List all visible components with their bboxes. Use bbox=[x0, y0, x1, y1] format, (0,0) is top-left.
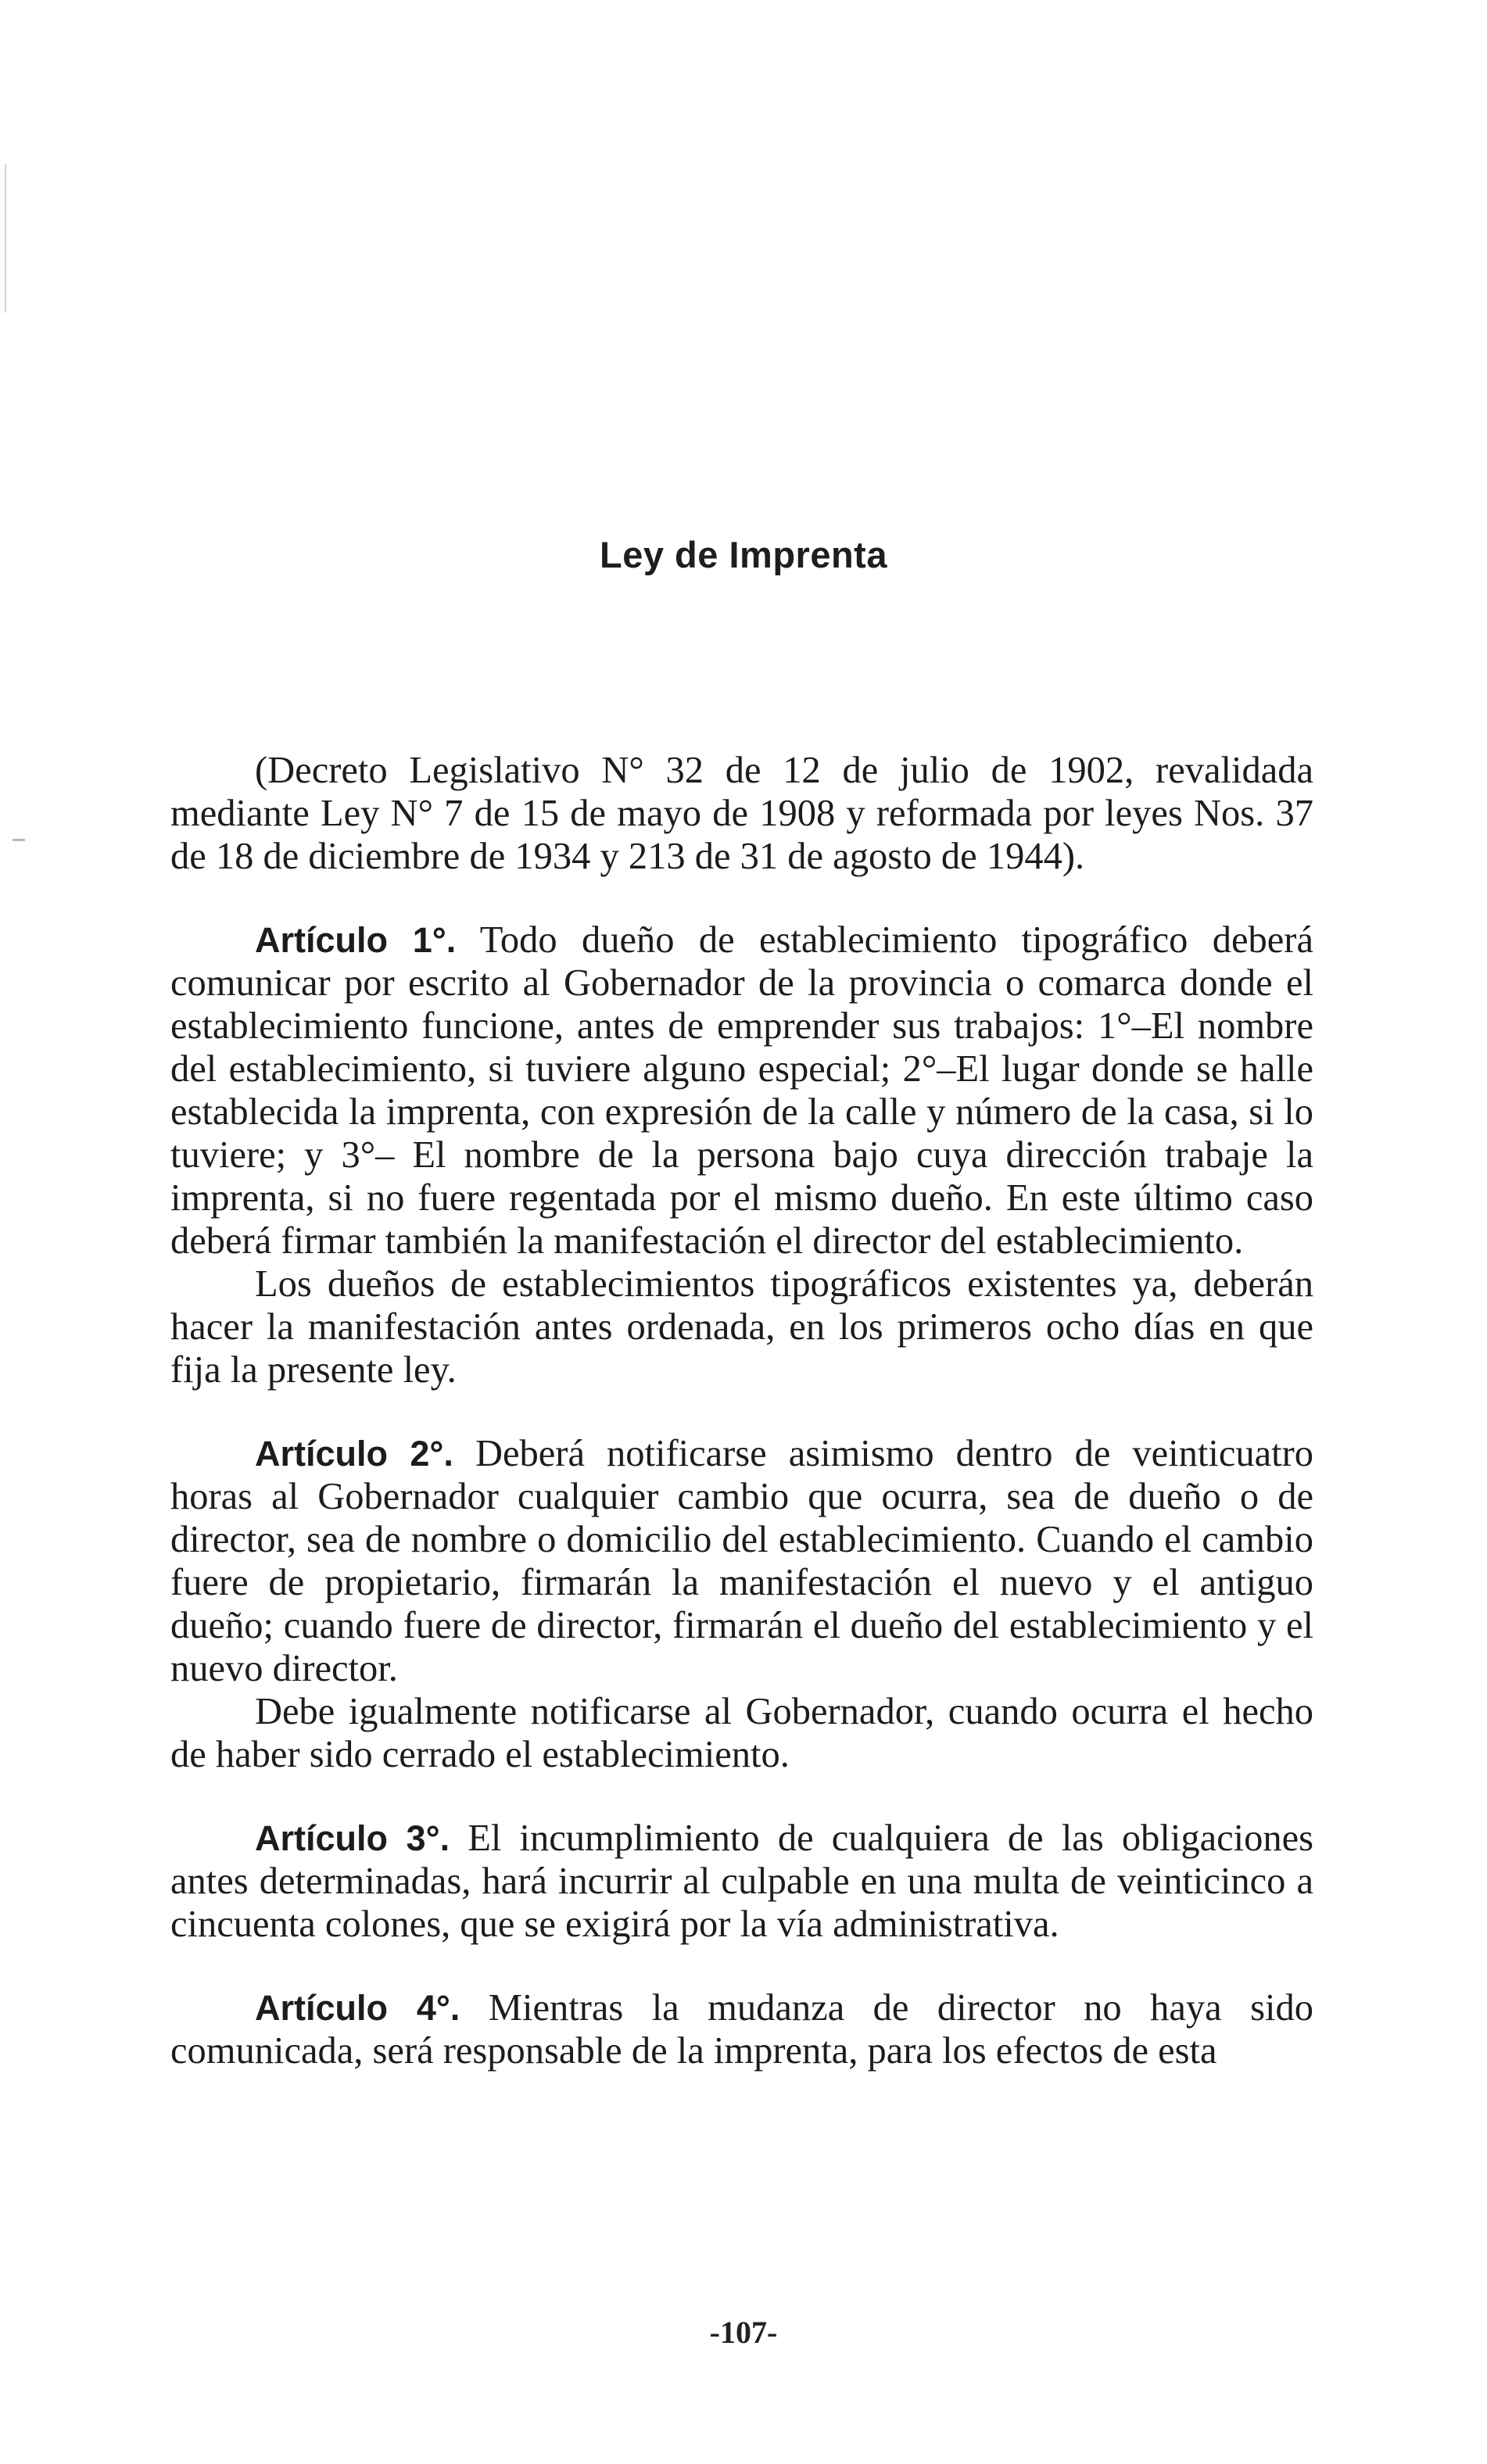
page-number: -107- bbox=[709, 2315, 778, 2350]
article-1-text-1: Todo dueño de establecimiento tipográfico deberá comunicar por escrito al Gobernador de la provincia o comarca donde el establecimiento funcione, antes de emprender sus trabajos: 1°–El nombre del establecimiento, si tuviere alguno especial; 2°–El lugar donde se halle establecida la imprenta, con expresión de la calle y número de la casa, si lo tuviere; y 3°– El nombre de la persona bajo cuya dirección trabaje la imprenta, si no fuere regentada por el mismo dueño. En este último caso deberá firmar también la manifestación el director del establecimiento. bbox=[170, 919, 1313, 1262]
scan-edge-mark bbox=[5, 164, 6, 313]
article-3-text-1: El incumplimiento de cualquiera de las obligaciones antes determinadas, hará incurrir al culpable en una multa de veinticinco a cincuenta colones, que se exigirá por la vía administrativa. bbox=[170, 1818, 1314, 1945]
article-2-label: Artículo 2°. bbox=[255, 1434, 453, 1474]
article-4-label: Artículo 4°. bbox=[255, 1988, 460, 2028]
article-1-paragraph-2: Los dueños de establecimientos tipográficos existentes ya, deberán hacer la manifestación antes ordenada, en los primeros ocho días en que fija la presente ley. bbox=[170, 1263, 1313, 1391]
article-2-text-1: Deberá notificarse asimismo dentro de veinticuatro horas al Gobernador cualquier cambio que ocurra, sea de dueño o de director, sea de nombre o domicilio del establecimiento. Cuando el cambio fuere de propietario, firmarán la manifestación el nuevo y el antiguo dueño; cuando fuere de director, firmarán el dueño del establecimiento y el nuevo director. bbox=[170, 1433, 1314, 1689]
article-1-label: Artículo 1°. bbox=[255, 920, 457, 960]
article-3-paragraph-1 bbox=[170, 1817, 1313, 1946]
article-2-paragraph-2: Debe igualmente notificarse al Gobernador, cuando ocurra el hecho de haber sido cerrado el establecimiento. bbox=[170, 1691, 1313, 1775]
article-2-paragraph-1 bbox=[170, 1432, 1313, 1690]
article-4-paragraph-1 bbox=[170, 1986, 1313, 2072]
document-title: Ley de Imprenta bbox=[600, 534, 887, 575]
scan-dash-mark bbox=[13, 839, 25, 841]
document-body bbox=[170, 749, 1313, 2072]
article-3-label: Artículo 3°. bbox=[255, 1818, 450, 1858]
intro-paragraph: (Decreto Legislativo N° 32 de 12 de julio de 1902, revalidada mediante Ley N° 7 de 15 de mayo de 1908 y reformada por leyes Nos. 37 de 18 de diciembre de 1934 y 213 de 31 de agosto de 1944). bbox=[170, 750, 1313, 877]
article-4-text-1: Mientras la mudanza de director no haya sido comunicada, será responsable de la imprenta, para los efectos de esta bbox=[170, 1987, 1314, 2072]
article-1-paragraph-1 bbox=[170, 919, 1313, 1262]
